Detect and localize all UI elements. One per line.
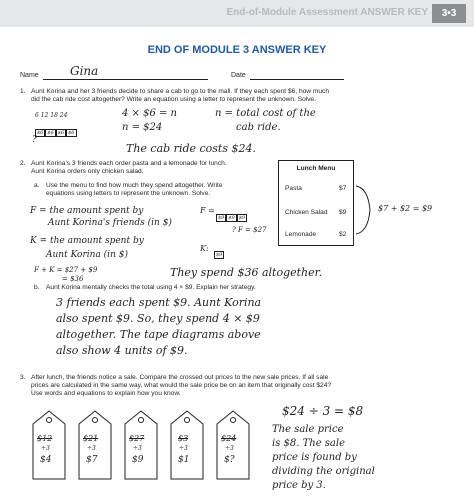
q3-text-3: Use words and equations to explain how you know. xyxy=(31,390,181,397)
tag-divisor: ÷3 xyxy=(179,445,188,452)
q2-f-equation: F = xyxy=(200,206,215,215)
tag-divisor: ÷3 xyxy=(225,445,234,452)
q1-answer: The cab ride costs $24. xyxy=(126,142,256,155)
menu-price-chicken-salad: $9 xyxy=(339,209,347,216)
q1-definition-1: n = total cost of the xyxy=(215,108,316,119)
q1-tape-cell: $6 xyxy=(37,130,44,136)
q1-tape-cell: $6 xyxy=(47,130,54,136)
date-label: Date xyxy=(231,72,246,79)
q2-k-definition-1: K = the amount spent by xyxy=(30,236,144,246)
q1-tape-diagram xyxy=(35,121,97,136)
q1-text-2: did the cab ride cost altogether? Write an equation using a letter to represent the unknown. Solve. xyxy=(31,96,317,103)
menu-side-note: $7 + $2 = $9 xyxy=(378,204,433,213)
q3-text-1: After lunch, the friends notice a sale. Compare the crossed out prices to the new sale prices. If all sale xyxy=(31,374,329,381)
date-line xyxy=(250,79,344,80)
tag-old-price: $12 xyxy=(37,434,53,443)
q3-text-2: prices are calculated in the same way, what would the sale price be on an item that originally cost $24? xyxy=(31,382,332,389)
tag-new-price: $7 xyxy=(86,455,98,465)
menu-item-pasta: Pasta xyxy=(285,185,302,192)
q2b-explanation-2: also spent $9. So, they spend 4 × $9 xyxy=(56,312,260,325)
q3-explanation-4: dividing the original xyxy=(272,466,375,477)
module-badge: 3•3 xyxy=(432,4,466,23)
q2-f-tape-cell: $9 xyxy=(218,215,225,221)
q1-equation-2: n = $24 xyxy=(122,122,163,133)
q3-explanation-5: price by 3. xyxy=(272,480,326,491)
q1-text-1: Aunt Korina and her 3 friends decide to share a cab to go to the mall. If they each spent $6, how much xyxy=(31,88,330,95)
q3-equation: $24 ÷ 3 = $8 xyxy=(282,404,364,418)
tag-old-price: $21 xyxy=(83,434,99,443)
name-line xyxy=(43,79,208,80)
tag-old-price: $27 xyxy=(129,434,145,443)
q1-number: 1. xyxy=(20,88,26,95)
price-tags xyxy=(32,410,262,482)
q1-question-mark: ? xyxy=(32,135,37,145)
tag-old-price: $24 xyxy=(221,434,237,443)
q2-f-definition-1: F = the amount spent by xyxy=(30,206,144,216)
q1-equation-1: 4 × $6 = n xyxy=(122,108,177,119)
menu-title: Lunch Menu xyxy=(296,165,336,172)
q3-explanation-3: price is found by xyxy=(272,452,357,463)
tag-divisor: ÷3 xyxy=(133,445,142,452)
q1-tape-cell: $6 xyxy=(68,130,75,136)
name-value: Gina xyxy=(70,64,99,78)
q2-sum-equation-2: = $36 xyxy=(62,275,84,283)
q2-number: 2. xyxy=(20,160,26,167)
menu-price-lemonade: $2 xyxy=(339,231,347,238)
q2b-explanation-4: also show 4 units of $9. xyxy=(56,344,188,357)
q2-f-tape xyxy=(216,206,247,224)
q2-sum-equation-1: F + K = $27 + $9 xyxy=(34,266,98,274)
q1-tape-labels: 6 12 18 24 xyxy=(35,112,68,119)
q2-k-tape-cell: $9 xyxy=(216,252,223,258)
document-title: END OF MODULE 3 ANSWER KEY xyxy=(147,44,327,56)
q2-f-total: ? F = $27 xyxy=(232,226,267,234)
header-title: End-of-Module Assessment ANSWER KEY xyxy=(226,7,428,18)
menu-price-pasta: $7 xyxy=(339,185,347,192)
tag-new-price: $? xyxy=(224,455,235,465)
menu-item-lemonade: Lemonade xyxy=(285,231,317,238)
q1-definition-2: cab ride. xyxy=(236,122,281,133)
q2b-explanation-1: 3 friends each spent $9. Aunt Korina xyxy=(56,296,262,309)
tag-new-price: $1 xyxy=(178,455,190,465)
q2b-explanation-3: altogether. The tape diagrams above xyxy=(56,328,261,341)
q3-number: 3. xyxy=(20,374,26,381)
q3-explanation-2: is $8. The sale xyxy=(272,438,346,449)
tag-old-price: $3 xyxy=(178,434,189,443)
q2-answer: They spend $36 altogether. xyxy=(170,266,323,279)
lunch-menu xyxy=(278,160,354,246)
q1-tape-cell: $6 xyxy=(57,130,65,136)
q2-f-tape-cell: $9 xyxy=(238,215,246,221)
q3-explanation-1: The sale price xyxy=(272,424,344,435)
tag-divisor: ÷3 xyxy=(41,445,50,452)
tag-divisor: ÷3 xyxy=(87,445,96,452)
q2-k-definition-2: Aunt Korina (in $) xyxy=(46,250,128,260)
q2a-label: a. xyxy=(34,182,40,189)
q2a-text-1: Use the menu to find how much they spend altogether. Write xyxy=(46,182,223,189)
q2b-label: b. xyxy=(34,284,40,291)
q2a-text-2: equations using letters to represent the unknown. Solve. xyxy=(46,190,211,197)
tag-new-price: $9 xyxy=(132,455,144,465)
q2-k-tape xyxy=(214,243,224,261)
q2-f-definition-2: Aunt Korina's friends (in $) xyxy=(48,218,172,228)
q2-f-tape-cell: $9 xyxy=(228,215,235,221)
q2-k-equation: K: xyxy=(200,244,209,253)
menu-item-chicken-salad: Chicken Salad xyxy=(285,209,328,216)
name-label: Name xyxy=(20,72,39,79)
q2-text-2: Aunt Korina orders only chicken salad. xyxy=(31,168,144,175)
tag-new-price: $4 xyxy=(40,455,52,465)
q2-text-1: Aunt Korina’s 3 friends each order pasta and a lemonade for lunch. xyxy=(31,160,227,167)
q2b-text: Aunt Korina mentally checks the total using 4 × $9. Explain her strategy. xyxy=(46,284,256,291)
